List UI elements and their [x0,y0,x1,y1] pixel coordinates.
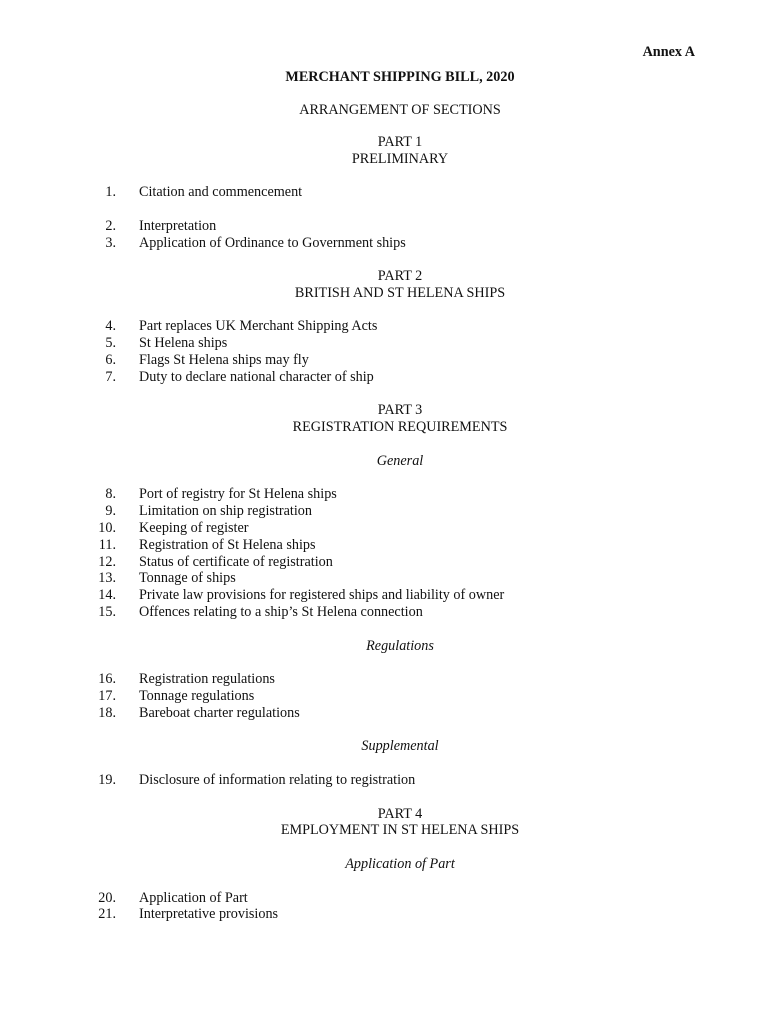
section-number: 12. [98,554,116,570]
section-title: Status of certificate of registration [139,554,333,570]
section-title: Disclosure of information relating to registration [139,772,416,788]
section-row [0,705,770,722]
part4-label: PART 4 [377,806,423,822]
section-number: 10. [98,520,116,536]
section-row [0,537,770,554]
part1-heading: PRELIMINARY [351,151,449,167]
section-row [0,218,770,235]
section-row [0,503,770,520]
section-title: Part replaces UK Merchant Shipping Acts [139,318,378,334]
section-number: 17. [98,688,116,704]
section-number: 1. [105,184,116,200]
part3-heading: REGISTRATION REQUIREMENTS [292,419,508,435]
section-number: 16. [98,671,116,687]
section-row [0,671,770,688]
section-title: Registration regulations [139,671,275,687]
section-row [0,570,770,587]
section-row [0,772,770,789]
section-row [0,184,770,201]
section-title: Private law provisions for registered ships and liability of owner [139,587,505,603]
section-number: 15. [98,604,116,620]
section-number: 9. [105,503,116,519]
section-title: Keeping of register [139,520,249,536]
section-title: Application of Ordinance to Government ships [139,235,406,251]
annex-label: Annex A [642,44,695,60]
section-row [0,352,770,369]
section-number: 13. [98,570,116,586]
section-row [0,369,770,386]
section-number: 7. [105,369,116,385]
section-number: 14. [98,587,116,603]
section-row [0,890,770,907]
part2-label: PART 2 [377,268,423,284]
general-subheading: General [376,453,424,469]
section-number: 11. [98,537,116,553]
section-number: 3. [105,235,116,251]
section-title: Citation and commencement [139,184,303,200]
section-number: 20. [98,890,116,906]
section-number: 4. [105,318,116,334]
section-row [0,688,770,705]
section-title: Duty to declare national character of ship [139,369,374,385]
section-row [0,235,770,252]
section-number: 5. [105,335,116,351]
section-title: Interpretation [139,218,217,234]
section-title: Port of registry for St Helena ships [139,486,337,502]
supplemental-subheading: Supplemental [361,738,439,754]
section-row [0,318,770,335]
section-title: Application of Part [139,890,248,906]
section-title: Offences relating to a ship’s St Helena connection [139,604,423,620]
section-row [0,486,770,503]
section-title: Bareboat charter regulations [139,705,300,721]
section-number: 8. [105,486,116,502]
section-title: Registration of St Helena ships [139,537,316,553]
section-title: Tonnage of ships [139,570,236,586]
section-number: 19. [98,772,116,788]
section-row [0,906,770,923]
regulations-subheading: Regulations [366,638,434,654]
section-title: St Helena ships [139,335,228,351]
section-number: 21. [98,906,116,922]
section-number: 6. [105,352,116,368]
section-title: Flags St Helena ships may fly [139,352,309,368]
part2-heading: BRITISH AND ST HELENA SHIPS [294,285,506,301]
section-title: Interpretative provisions [139,906,279,922]
section-number: 18. [98,705,116,721]
section-number: 2. [105,218,116,234]
section-row [0,587,770,604]
section-row [0,554,770,571]
bill-title: MERCHANT SHIPPING BILL, 2020 [285,69,515,85]
section-row [0,604,770,621]
arrangement-subtitle: ARRANGEMENT OF SECTIONS [299,102,501,118]
section-row [0,335,770,352]
part3-label: PART 3 [377,402,423,418]
application-subheading: Application of Part [345,856,455,872]
part1-label: PART 1 [377,134,423,150]
section-row [0,520,770,537]
section-title: Tonnage regulations [139,688,255,704]
part4-heading: EMPLOYMENT IN ST HELENA SHIPS [280,822,520,838]
section-title: Limitation on ship registration [139,503,312,519]
